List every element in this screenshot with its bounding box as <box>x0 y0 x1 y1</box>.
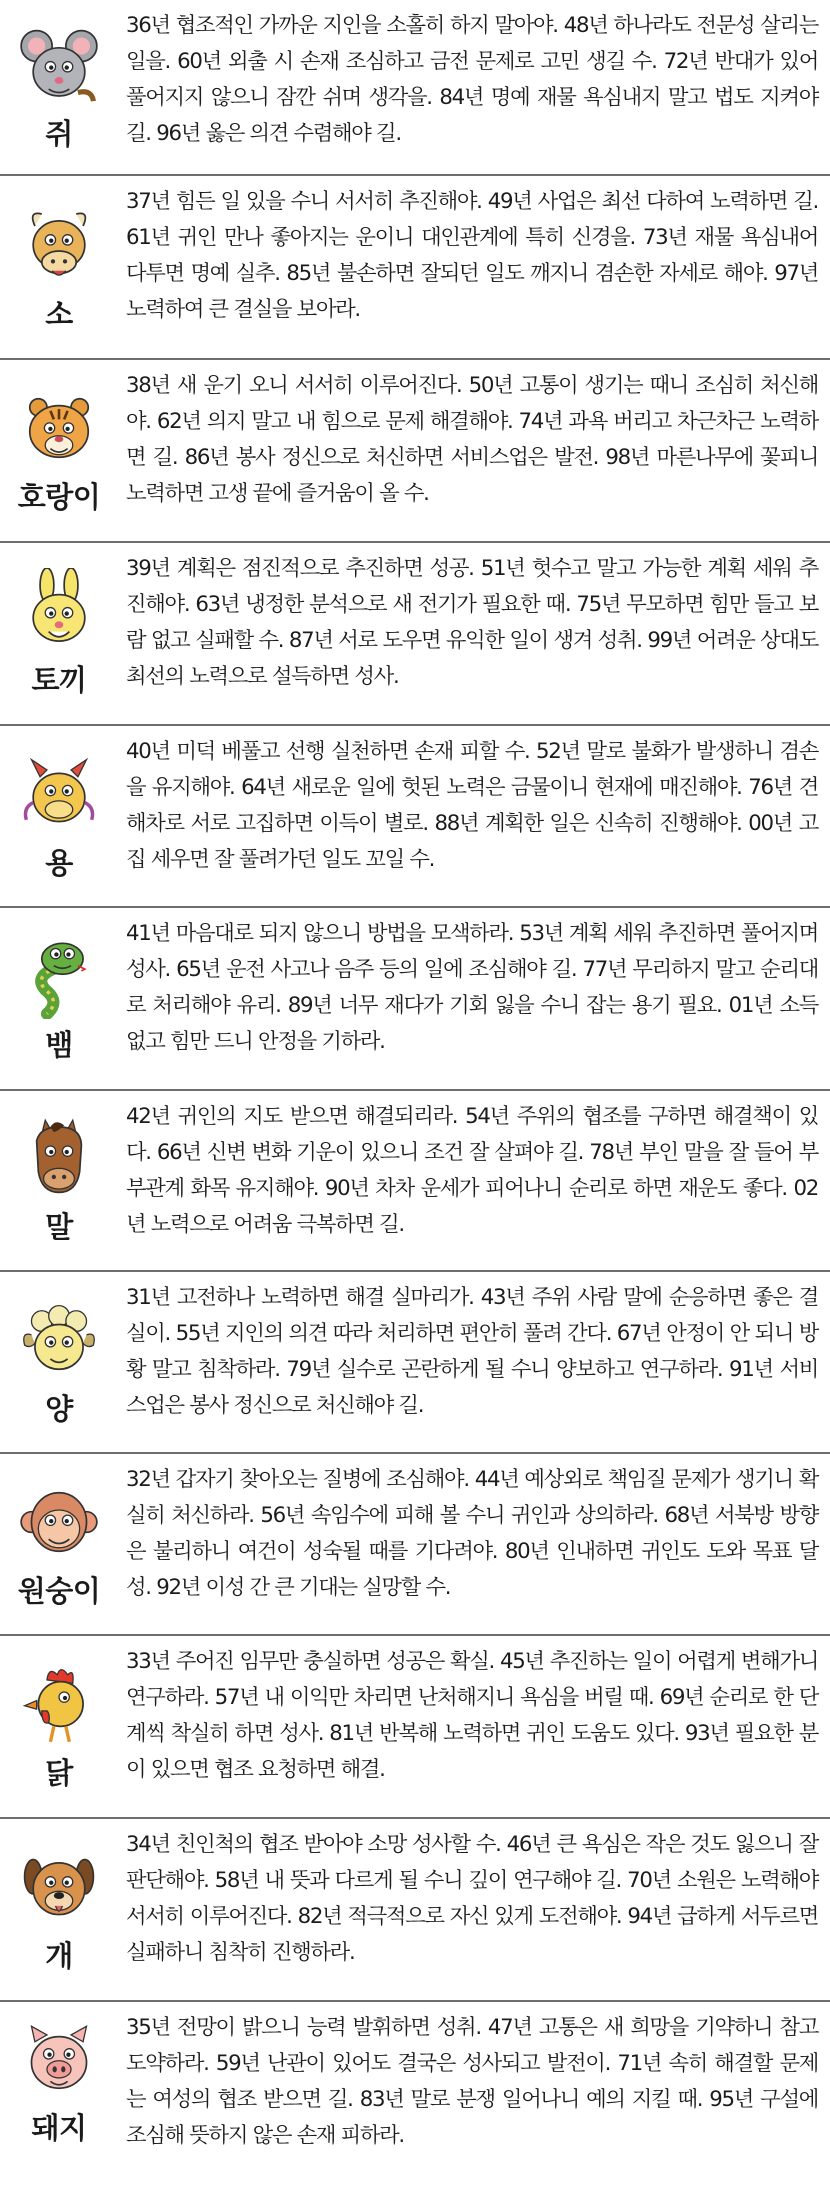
zodiac-row-horse <box>0 1091 830 1272</box>
zodiac-side <box>0 1819 118 2000</box>
zodiac-name: 닭 <box>45 1756 73 1790</box>
rat-icon <box>16 22 102 108</box>
rooster-icon <box>16 1661 102 1747</box>
zodiac-fortune-text: 36년 협조적인 가까운 지인을 소홀히 하지 말아야. 48년 하나라도 전문성 살리는 일을. 60년 외출 시 손재 조심하고 금전 문제로 고민 생길 수. 72년 반대가 있어 풀어지지 않으니 잠깐 쉬며 생각을. 84년 명예 재물 욕심내지 말고 법도 지켜야 길. 96년 옳은 의견 수렴해야 길. <box>126 13 818 146</box>
zodiac-row-sheep <box>0 1272 830 1454</box>
zodiac-row-dog <box>0 1819 830 2002</box>
zodiac-name: 양 <box>45 1391 73 1426</box>
zodiac-row-dragon <box>0 726 830 908</box>
rabbit-icon <box>16 568 102 654</box>
zodiac-name: 개 <box>45 1939 73 1973</box>
zodiac-side <box>0 2002 118 2210</box>
zodiac-side <box>0 176 118 358</box>
zodiac-fortune-text: 40년 미덕 베풀고 선행 실천하면 손재 피할 수. 52년 말로 불화가 발생하니 겸손을 유지해야. 64년 새로운 일에 헛된 노력은 금물이니 현재에 매진해야. 76년 견해차로 서로 고집하면 이득이 별로. 88년 계획한 일은 신속히 진행해야. 00년 고집 세우면 잘 풀려가던 일도 꼬일 수. <box>126 739 818 872</box>
zodiac-row-pig <box>0 2002 830 2210</box>
tiger-icon <box>16 385 102 471</box>
zodiac-fortune-text: 32년 갑자기 찾아오는 질병에 조심해야. 44년 예상외로 책임질 문제가 생기니 확실히 처신하라. 56년 속임수에 피해 볼 수니 귀인과 상의하라. 68년 서북방 방향은 불리하니 여건이 성숙될 때를 기다려야. 80년 인내하면 귀인도 도와 목표 달성. 92년 이성 간 큰 기대는 실망할 수. <box>126 1467 818 1600</box>
monkey-icon <box>16 1479 102 1565</box>
zodiac-side <box>0 1636 118 1817</box>
pig-icon <box>16 2016 102 2102</box>
dragon-icon <box>16 751 102 837</box>
zodiac-fortune-text: 41년 마음대로 되지 않으니 방법을 모색하라. 53년 계획 세워 추진하면 풀어지며 성사. 65년 운전 사고나 음주 등의 일에 조심해야 길. 77년 무리하지 말고 순리대로 처리해야 유리. 89년 너무 재다가 기회 잃을 수니 잡는 용기 필요. 01년 소득 없고 힘만 드니 안정을 기하라. <box>126 921 818 1054</box>
zodiac-fortune-text: 37년 힘든 일 있을 수니 서서히 추진해야. 49년 사업은 최선 다하여 노력하면 길. 61년 귀인 만나 좋아지는 운이니 대인관계에 특히 신경을. 73년 재물 욕심내어 다투면 명예 실추. 85년 불손하면 잘되던 일도 깨지니 겸손한 자세로 해야. 97년 노력하여 큰 결실을 보아라. <box>126 189 818 322</box>
zodiac-side <box>0 908 118 1089</box>
zodiac-name: 호랑이 <box>17 480 101 514</box>
zodiac-name: 토끼 <box>31 663 87 697</box>
zodiac-row-snake <box>0 908 830 1091</box>
snake-icon <box>16 933 102 1019</box>
zodiac-name: 쥐 <box>45 116 73 151</box>
zodiac-side <box>0 1091 118 1270</box>
zodiac-fortune-text: 34년 친인척의 협조 받아야 소망 성사할 수. 46년 큰 욕심은 작은 것도 잃으니 잘 판단해야. 58년 내 뜻과 다르게 될 수니 깊이 연구해야 길. 70년 소원은 노력해야 서서히 이루어진다. 82년 적극적으로 자신 있게 도전해야. 94년 급하게 서두르면 실패하니 침착히 진행하라. <box>126 1832 818 1965</box>
zodiac-name: 뱀 <box>45 1028 73 1062</box>
zodiac-row-rat <box>0 0 830 176</box>
zodiac-fortune-text: 42년 귀인의 지도 받으면 해결되리라. 54년 주위의 협조를 구하면 해결책이 있다. 66년 신변 변화 기운이 있으니 조건 잘 살펴야 길. 78년 부인 말을 잘 들어 부부관계 화목 유지해야. 90년 차차 운세가 피어나니 순리로 하면 재운도 좋다. 02년 노력으로 어려움 극복하면 길. <box>126 1104 818 1237</box>
zodiac-fortune-text: 35년 전망이 밝으니 능력 발휘하면 성취. 47년 고통은 새 희망을 기약하니 참고 도약하라. 59년 난관이 있어도 결국은 성사되고 발전이. 71년 속히 해결할 문제는 여성의 협조 받으면 길. 83년 말로 분쟁 일어나니 예의 지킬 때. 95년 구설에 조심해 뜻하지 않은 손재 피하라. <box>126 2015 818 2148</box>
sheep-icon <box>16 1297 102 1383</box>
zodiac-side <box>0 726 118 906</box>
zodiac-fortune-text: 33년 주어진 임무만 충실하면 성공은 확실. 45년 추진하는 일이 어렵게 변해가니 연구하라. 57년 내 이익만 차리면 난처해지니 욕심을 버릴 때. 69년 순리로 한 단계씩 착실히 하면 성사. 81년 반복해 노력하면 귀인 도움도 있다. 93년 필요한 분이 있으면 협조 요청하면 해결. <box>126 1649 818 1782</box>
zodiac-fortune-text: 39년 계획은 점진적으로 추진하면 성공. 51년 헛수고 말고 가능한 계획 세워 추진해야. 63년 냉정한 분석으로 새 전기가 필요한 때. 75년 무모하면 힘만 들고 보람 없고 실패할 수. 87년 서로 도우면 유익한 일이 생겨 성취. 99년 어려운 상대도 최선의 노력으로 설득하면 성사. <box>126 556 818 689</box>
zodiac-side <box>0 0 118 174</box>
zodiac-name: 돼지 <box>31 2111 87 2145</box>
zodiac-row-rooster <box>0 1636 830 1819</box>
zodiac-side <box>0 1454 118 1634</box>
zodiac-row-rabbit <box>0 543 830 726</box>
dog-icon <box>16 1844 102 1930</box>
zodiac-fortune-text: 31년 고전하나 노력하면 해결 실마리가. 43년 주위 사람 말에 순응하면 좋은 결실이. 55년 지인의 의견 따라 처리하면 편안히 풀려 간다. 67년 안정이 안 되니 방황 말고 침착하라. 79년 실수로 곤란하게 될 수니 양보하고 연구하라. 91년 서비스업은 봉사 정신으로 처신해야 길. <box>126 1285 818 1418</box>
zodiac-row-ox <box>0 176 830 360</box>
zodiac-fortune-text: 38년 새 운기 오니 서서히 이루어진다. 50년 고통이 생기는 때니 조심히 처신해야. 62년 의지 말고 내 힘으로 문제 해결해야. 74년 과욕 버리고 차근차근 노력하면 길. 86년 봉사 정신으로 처신하면 서비스업은 발전. 98년 마른나무에 꽃피니 노력하면 고생 끝에 즐거움이 올 수. <box>126 373 818 506</box>
zodiac-name: 용 <box>45 845 73 880</box>
zodiac-name: 소 <box>45 296 73 331</box>
zodiac-side <box>0 1272 118 1452</box>
zodiac-row-tiger <box>0 360 830 543</box>
horse-icon <box>16 1115 102 1201</box>
zodiac-side <box>0 360 118 541</box>
zodiac-side <box>0 543 118 724</box>
ox-icon <box>16 202 102 288</box>
zodiac-name: 원숭이 <box>17 1573 101 1608</box>
zodiac-row-monkey <box>0 1454 830 1636</box>
zodiac-name: 말 <box>45 1210 73 1244</box>
